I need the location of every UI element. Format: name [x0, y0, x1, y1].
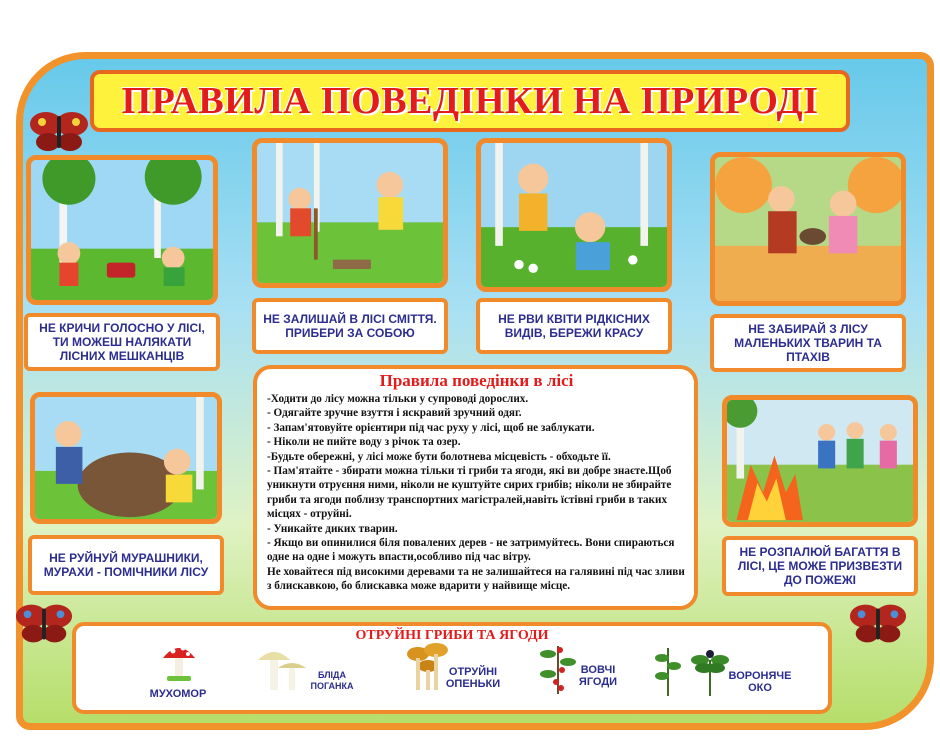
caption-no-shout: НЕ КРИЧИ ГОЛОСНО У ЛІСІ, ТИ МОЖЕШ НАЛЯКАТИ ЛІСНИХ МЕШКАНЦІВ: [24, 313, 220, 371]
wolf-berries-icon: [538, 640, 578, 696]
butterfly-icon: [28, 108, 90, 154]
picture-forest-fire: [722, 395, 918, 527]
title-banner: [90, 70, 850, 132]
butterfly-icon: [848, 600, 908, 646]
list-item: - Пам'ятайте - збирати можна тільки ті гриби та ягоди, які ви добре знаєте.Щоб уникнути отруєння ними, ніколи не куштуйте сирих грибів; ніколи не збирайте гриби та ягоди поблизу транспортних магістралей,навіть їстівні гриби в таких місцях - отруйні.: [267, 465, 672, 521]
caption-no-fire: НЕ РОЗПАЛЮЙ БАГАТТЯ В ЛІСІ, ЦЕ МОЖЕ ПРИЗВЕЗТИ ДО ПОЖЕЖІ: [722, 536, 918, 596]
list-item: - Якщо ви опинилися біля повалених дерев - не затримуйтесь. Вони спираються одне на одне і можуть впасти,особливо під час вітру.: [267, 537, 675, 564]
crow-eye-plant-icon: [654, 638, 734, 698]
rules-heading: Правила поведінки в лісі: [379, 371, 574, 390]
picture-cleaning-litter: [252, 138, 448, 288]
page-title: ПРАВИЛА ПОВЕДІНКИ НА ПРИРОДІ: [121, 80, 819, 122]
forest-rules-panel: [253, 365, 698, 610]
picture-animals-taken: [710, 152, 906, 306]
rules-list: [267, 392, 686, 594]
label-false-honey: ОТРУЙНІ ОПЕНЬКИ: [445, 666, 501, 690]
caption-no-flowers: НЕ РВИ КВІТИ РІДКІСНИХ ВИДІВ, БЕРЕЖИ КРАСУ: [476, 298, 672, 354]
picture-flower-picking: [476, 138, 672, 292]
list-item: Не ховайтеся під високими деревами та не залишайтеся на галявині під час зливи з блискавкою, бо блискавка може вдарити у найвище місце.: [267, 565, 685, 593]
amanita-mushroom-icon: [161, 638, 197, 682]
butterfly-icon: [14, 600, 74, 646]
label-death-cap: БЛІДА ПОГАНКА: [310, 670, 354, 691]
list-item: - Одягайте зручне взуття і яскравий зручний одяг.: [267, 407, 522, 420]
caption-no-anthills: НЕ РУЙНУЙ МУРАШНИКИ, МУРАХИ - ПОМІЧНИКИ ЛІСУ: [28, 535, 224, 595]
list-item: -Ходити до лісу можна тільки у супроводі дорослих.: [267, 393, 529, 405]
label-wolf-berries: ВОВЧІ ЯГОДИ: [578, 664, 618, 688]
poisonous-plants-panel: [72, 622, 832, 714]
death-cap-mushroom-icon: [254, 640, 310, 696]
label-amanita: МУХОМОР: [149, 688, 207, 700]
caption-no-animals: НЕ ЗАБИРАЙ З ЛІСУ МАЛЕНЬКИХ ТВАРИН ТА ПТАХІВ: [710, 314, 906, 372]
poison-heading: ОТРУЙНІ ГРИБИ ТА ЯГОДИ: [355, 628, 549, 643]
picture-anthill: [30, 392, 222, 524]
list-item: - Запам'ятовуйте орієнтири під час руху у лісі, щоб не заблукати.: [267, 421, 595, 434]
list-item: - Уникайте диких тварин.: [267, 522, 398, 535]
list-item: - Ніколи не пийте воду з річок та озер.: [267, 436, 461, 449]
picture-shouting-children: [26, 155, 218, 305]
label-crow-eye: ВОРОНЯЧЕ ОКО: [728, 670, 792, 694]
caption-no-litter: НЕ ЗАЛИШАЙ В ЛІСІ СМІТТЯ. ПРИБЕРИ ЗА СОБОЮ: [252, 298, 448, 354]
list-item: -Будьте обережні, у лісі може бути болотнева місцевість - обходьте її.: [267, 450, 611, 463]
